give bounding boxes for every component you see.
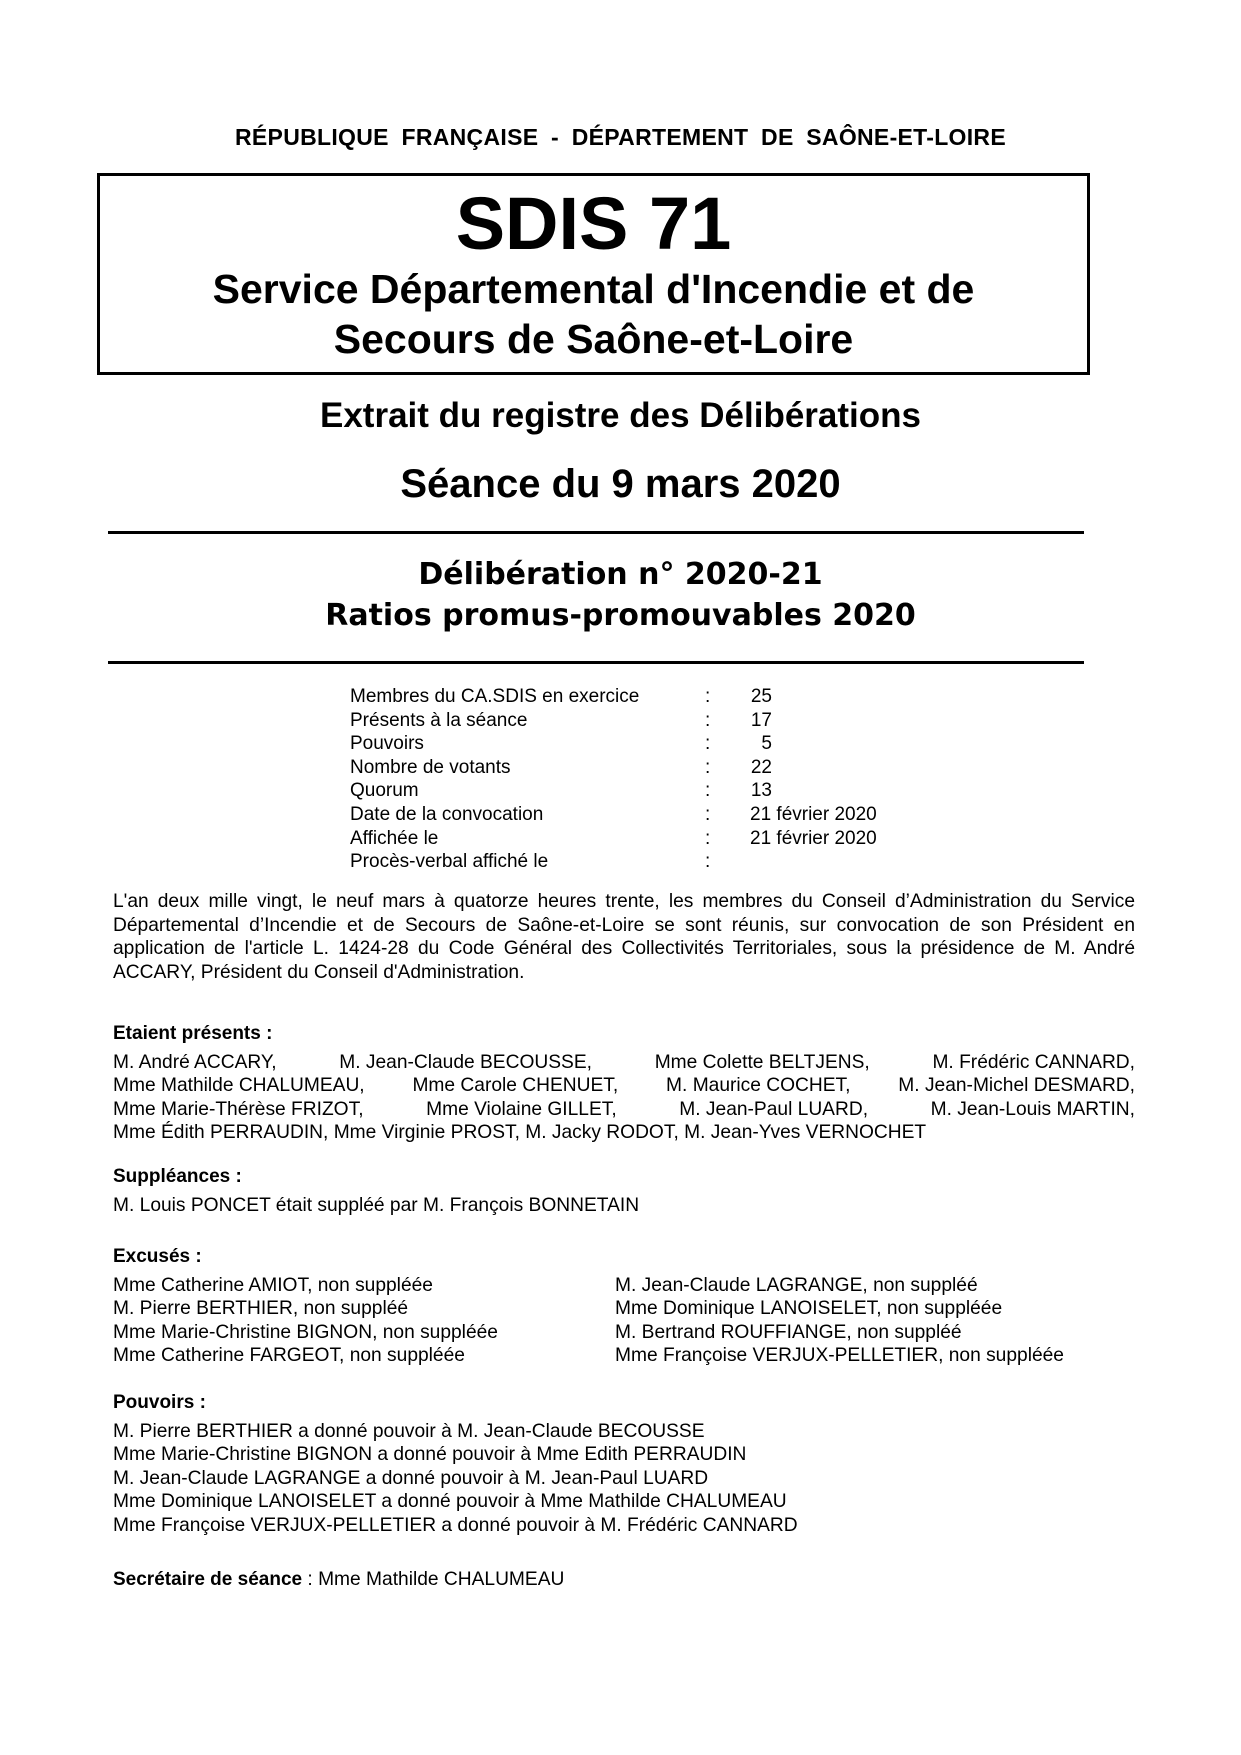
suppleance-line: M. Louis PONCET était suppléé par M. François BONNETAIN (113, 1194, 640, 1216)
member-name: M. André ACCARY, (113, 1051, 277, 1073)
org-short-title: SDIS 71 (455, 182, 732, 265)
excuse-line: Mme Françoise VERJUX-PELLETIER, non suppléée (615, 1345, 1064, 1366)
stats-value: 13 (750, 780, 772, 802)
excuses-section (113, 1245, 1135, 1368)
stats-sep: : (705, 686, 711, 707)
member-name: M. Jean-Paul LUARD, (679, 1098, 869, 1120)
presents-line (113, 1098, 1135, 1122)
member-name: Mme Violaine GILLET, (426, 1098, 617, 1120)
excuses-left-column (113, 1274, 615, 1368)
suppleances-section (113, 1165, 1135, 1217)
stats-sep: : (705, 827, 711, 849)
stats-value: 25 (750, 686, 772, 707)
pouvoir-line: M. Pierre BERTHIER a donné pouvoir à M. Jean-Claude BECOUSSE (113, 1420, 705, 1442)
divider-bottom (108, 661, 1084, 664)
presents-line (113, 1074, 1135, 1098)
stats-label: Nombre de votants (350, 756, 511, 778)
stats-sep: : (705, 733, 711, 755)
stats-label: Pouvoirs (350, 733, 424, 755)
excuse-line: Mme Marie-Christine BIGNON, non suppléée (113, 1321, 498, 1343)
excuse-line: M. Jean-Claude LAGRANGE, non suppléé (615, 1274, 978, 1296)
secretaire-value: : Mme Mathilde CHALUMEAU (302, 1569, 565, 1590)
pouvoir-line: Mme Marie-Christine BIGNON a donné pouvoir à Mme Edith PERRAUDIN (113, 1444, 747, 1465)
intro-paragraph: L'an deux mille vingt, le neuf mars à quatorze heures trente, les membres du Conseil d’Administration du Service Départemental d’Incendie et de Secours de Saône-et-Loire se sont réunis, sur convocation de son Président en application de l'article L. 1424-28 du Code Général des Collectivités Territoriales, sous la présidence de M. André ACCARY, Président du Conseil d'Administration. (113, 891, 1135, 983)
presents-line: Mme Édith PERRAUDIN, Mme Virginie PROST, M. Jacky RODOT, M. Jean-Yves VERNOCHET (113, 1122, 927, 1143)
member-name: M. Maurice COCHET, (666, 1075, 851, 1096)
excuse-line: Mme Catherine FARGEOT, non suppléée (113, 1345, 465, 1366)
stats-label: Affichée le (350, 827, 439, 849)
presents-line (113, 1051, 1135, 1075)
stats-sep: : (705, 756, 711, 778)
stats-label: Procès-verbal affiché le (350, 851, 549, 873)
pouvoirs-heading: Pouvoirs : (113, 1392, 206, 1413)
stats-value: 22 (750, 756, 772, 778)
org-name-line2: Secours de Saône-et-Loire (333, 316, 854, 362)
presents-heading: Etaient présents : (113, 1023, 273, 1044)
deliberation-number: Délibération n° 2020-21 (418, 557, 823, 592)
header-republique: RÉPUBLIQUE FRANÇAISE - DÉPARTEMENT DE SAÔNE-ET-LOIRE (235, 124, 1006, 150)
presents-section (113, 1022, 1135, 1145)
title-box (97, 173, 1090, 375)
secretaire-label: Secrétaire de séance (113, 1569, 303, 1590)
member-name: Mme Colette BELTJENS, (654, 1051, 870, 1073)
excuse-line: M. Bertrand ROUFFIANGE, non suppléé (615, 1321, 962, 1343)
member-name: M. Jean-Michel DESMARD, (898, 1075, 1135, 1096)
seance-date: Séance du 9 mars 2020 (400, 462, 841, 506)
deliberation-subject: Ratios promus-promouvables 2020 (325, 598, 916, 633)
suppleances-heading: Suppléances : (113, 1166, 242, 1187)
member-name: M. Jean-Louis MARTIN, (930, 1098, 1135, 1120)
stats-sep: : (705, 803, 711, 825)
org-name-line1: Service Départemental d'Incendie et de (212, 266, 975, 312)
member-name: M. Jean-Claude BECOUSSE, (339, 1051, 592, 1073)
stats-sep: : (705, 851, 711, 873)
member-name: Mme Marie-Thérèse FRIZOT, (113, 1098, 364, 1120)
stats-value: 17 (750, 709, 772, 731)
stats-value: 21 février 2020 (750, 803, 877, 825)
stats-label: Date de la convocation (350, 803, 544, 825)
excuses-heading: Excusés : (113, 1246, 202, 1267)
pouvoir-line: Mme Françoise VERJUX-PELLETIER a donné pouvoir à M. Frédéric CANNARD (113, 1514, 798, 1536)
excuse-line: M. Pierre BERTHIER, non suppléé (113, 1298, 409, 1319)
member-name: Mme Carole CHENUET, (412, 1075, 619, 1096)
member-name: Mme Mathilde CHALUMEAU, (113, 1075, 365, 1096)
pouvoirs-section (113, 1391, 1135, 1537)
stats-sep: : (705, 780, 711, 802)
secretaire-line (113, 1568, 1135, 1592)
member-name: M. Frédéric CANNARD, (932, 1051, 1135, 1073)
pouvoir-line: Mme Dominique LANOISELET a donné pouvoir à Mme Mathilde CHALUMEAU (113, 1491, 787, 1512)
stats-label: Quorum (350, 780, 419, 802)
stats-label: Membres du CA.SDIS en exercice (350, 686, 640, 707)
excuse-line: Mme Catherine AMIOT, non suppléée (113, 1274, 433, 1296)
stats-value: 21 février 2020 (750, 827, 877, 849)
stats-sep: : (705, 709, 711, 731)
stats-label: Présents à la séance (350, 709, 528, 731)
extrait-title: Extrait du registre des Délibérations (319, 396, 921, 435)
stats-value: 5 (761, 733, 772, 755)
divider-top (108, 531, 1084, 534)
excuse-line: Mme Dominique LANOISELET, non suppléée (615, 1298, 1003, 1319)
excuses-right-column (615, 1274, 1135, 1368)
pouvoir-line: M. Jean-Claude LAGRANGE a donné pouvoir à M. Jean-Paul LUARD (113, 1467, 709, 1489)
